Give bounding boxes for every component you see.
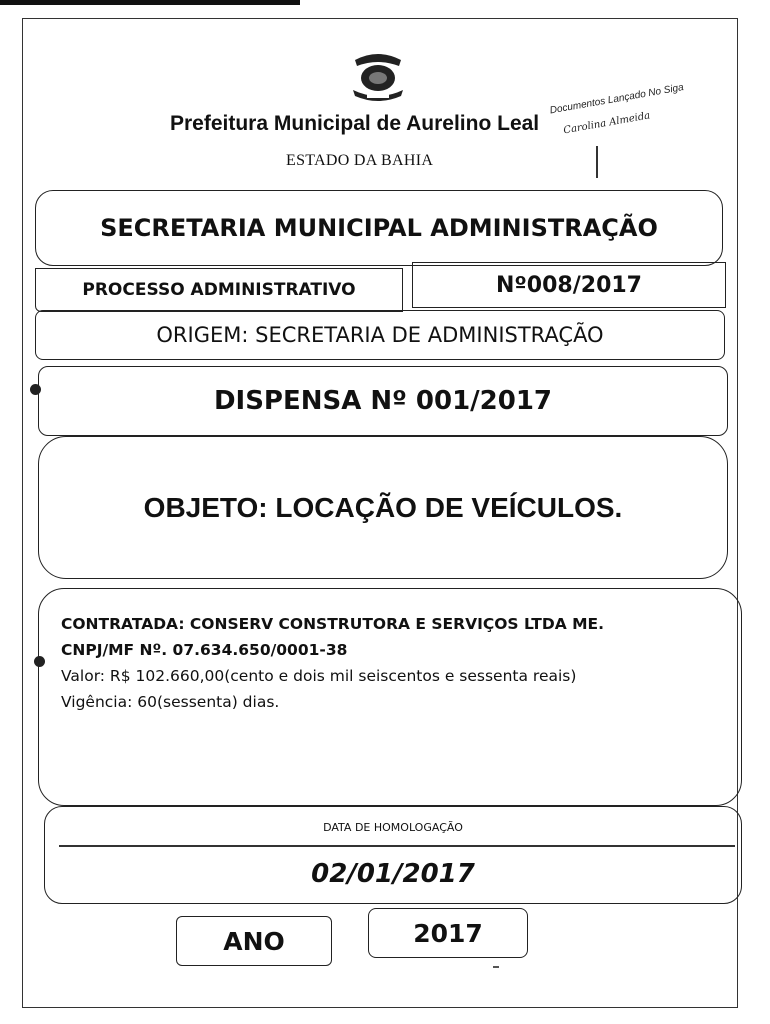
dispensa-text: DISPENSA Nº 001/2017 <box>213 386 553 416</box>
processo-number: Nº008/2017 <box>495 272 642 298</box>
stamp-line <box>596 146 598 178</box>
state-name: ESTADO DA BAHIA <box>286 152 434 169</box>
objeto-text: OBJETO: LOCAÇÃO DE VEÍCULOS. <box>143 491 623 523</box>
homologacao-box <box>44 806 742 904</box>
ano-value: 2017 <box>413 918 483 948</box>
secretaria-title: SECRETARIA MUNICIPAL ADMINISTRAÇÃO <box>100 214 658 242</box>
ano-value-box <box>368 908 528 958</box>
ano-label: ANO <box>223 926 285 956</box>
stamp-text-1: Documentos Lançado No Siga <box>548 82 685 117</box>
scan-speck <box>493 966 499 968</box>
homologacao-date: 02/01/2017 <box>311 859 475 889</box>
coat-of-arms-icon <box>343 50 413 106</box>
origem-text: ORIGEM: SECRETARIA DE ADMINISTRAÇÃO <box>156 323 604 347</box>
contratada-cnpj: CNPJ/MF Nº. 07.634.650/0001-38 <box>61 641 348 659</box>
punch-hole-bottom <box>34 656 45 667</box>
top-border-line <box>0 0 300 5</box>
stamp-text-2: Carolina Almeida <box>562 110 652 137</box>
contratada-valor: Valor: R$ 102.660,00(cento e dois mil seiscentos e sessenta reais) <box>61 667 577 685</box>
processo-number-box <box>412 262 726 308</box>
objeto-box <box>38 436 728 579</box>
homologacao-label: DATA DE HOMOLOGAÇÃO <box>323 821 463 834</box>
homologacao-divider <box>59 845 735 847</box>
contratada-vigencia: Vigência: 60(sessenta) dias. <box>61 693 280 711</box>
origem-box <box>35 310 725 360</box>
dispensa-box <box>38 366 728 436</box>
municipality-title: Prefeitura Municipal de Aurelino Leal <box>170 112 540 135</box>
processo-label-box <box>35 268 403 312</box>
ano-label-box <box>176 916 332 966</box>
processo-label: PROCESSO ADMINISTRATIVO <box>82 280 356 300</box>
secretaria-box <box>35 190 723 266</box>
contratada-name: CONTRATADA: CONSERV CONSTRUTORA E SERVIÇOS LTDA ME. <box>61 615 604 633</box>
contratada-box <box>38 588 742 806</box>
